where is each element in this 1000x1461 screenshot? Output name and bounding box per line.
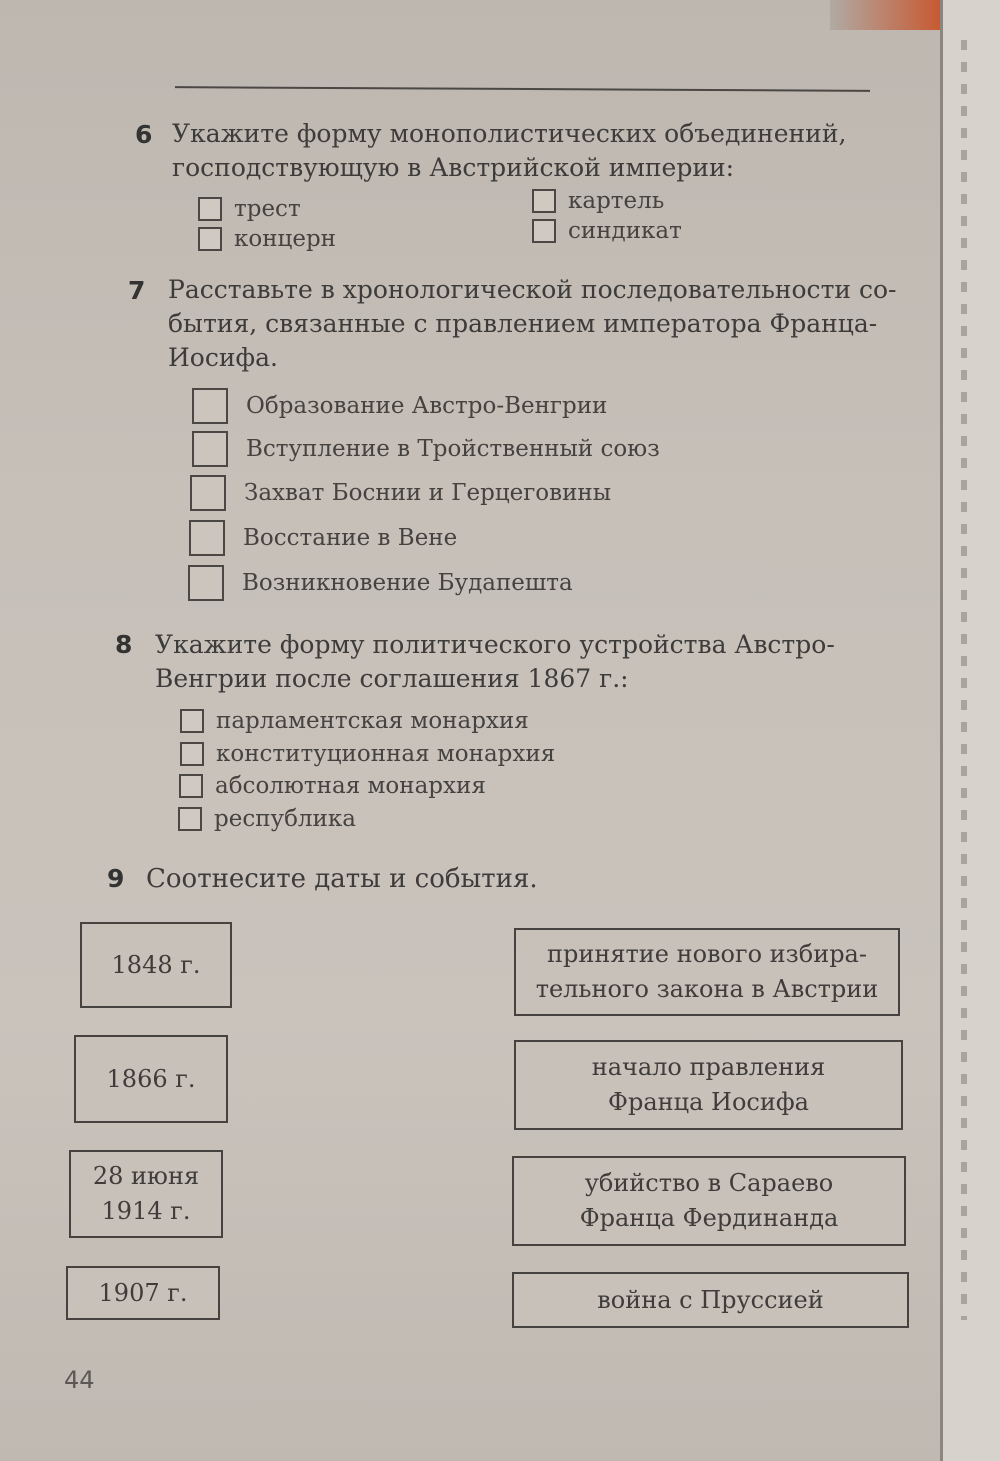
order-box[interactable] [190, 475, 226, 511]
q9-number: 9 [107, 864, 125, 893]
date-text: 1907 г. [98, 1278, 188, 1307]
event-text: война с Пруссией [597, 1285, 824, 1314]
q7-line: бытия, связанные с правлением императора Франца- [168, 309, 878, 338]
event-text: принятие нового избира- [547, 940, 867, 968]
checkbox[interactable] [180, 742, 204, 766]
q6-option[interactable] [198, 226, 336, 252]
checkbox[interactable] [180, 709, 204, 733]
date-text: 1914 г. [101, 1197, 191, 1225]
q8-number: 8 [115, 630, 133, 659]
q6-option[interactable] [532, 188, 664, 214]
q7-text [168, 273, 897, 375]
page-corner [830, 0, 940, 30]
q6-option[interactable] [198, 196, 301, 222]
date-text: 28 июня [92, 1162, 200, 1190]
checkbox[interactable] [179, 774, 203, 798]
q6-number: 6 [135, 120, 153, 149]
q8-text [155, 628, 835, 696]
event-text: Франца Фердинанда [579, 1204, 839, 1232]
q8-line: Венгрии после соглашения 1867 г.: [155, 664, 629, 693]
event-label: Возникновение Будапешта [242, 570, 573, 596]
date-box[interactable] [69, 1150, 223, 1238]
order-box[interactable] [189, 520, 225, 556]
event-text: Франца Иосифа [608, 1088, 809, 1116]
facing-page [940, 0, 1000, 1461]
q9-title: Соотнесите даты и события. [146, 864, 538, 894]
date-text: 1866 г. [106, 1064, 196, 1093]
event-label: Восстание в Вене [243, 525, 458, 551]
option-label: республика [214, 806, 356, 832]
q6-text [172, 117, 846, 185]
order-box[interactable] [192, 431, 228, 467]
event-box[interactable] [512, 1272, 909, 1328]
q7-line: Иосифа. [168, 343, 278, 372]
q7-event[interactable] [190, 475, 611, 511]
q6-line: господствующую в Австрийской империи: [172, 153, 735, 182]
event-label: Захват Боснии и Герцеговины [244, 480, 612, 506]
option-label: парламентская монархия [216, 708, 529, 734]
q7-event[interactable] [189, 520, 457, 556]
q7-line: Расставьте в хронологической последовательности со- [168, 275, 897, 304]
q7-event[interactable] [192, 388, 607, 424]
date-box[interactable] [74, 1035, 228, 1123]
q7-number: 7 [128, 276, 146, 305]
option-label: конституционная монархия [216, 741, 556, 767]
order-box[interactable] [188, 565, 224, 601]
option-label: синдикат [568, 218, 682, 244]
event-label: Вступление в Тройственный союз [246, 436, 660, 462]
order-box[interactable] [192, 388, 228, 424]
date-text: 1848 г. [111, 950, 201, 979]
event-box[interactable] [514, 928, 900, 1016]
top-rule [175, 86, 870, 92]
q7-event[interactable] [188, 565, 573, 601]
checkbox[interactable] [198, 227, 222, 251]
q8-option[interactable] [180, 708, 529, 734]
page-number: 44 [64, 1366, 95, 1394]
option-label: абсолютная монархия [215, 773, 486, 799]
checkbox[interactable] [198, 197, 222, 221]
option-label: картель [568, 188, 665, 214]
checkbox[interactable] [532, 219, 556, 243]
option-label: трест [234, 196, 301, 222]
checkbox[interactable] [178, 807, 202, 831]
event-text: начало правления [591, 1053, 826, 1081]
event-box[interactable] [512, 1156, 906, 1246]
q8-option[interactable] [179, 773, 486, 799]
date-box[interactable] [66, 1266, 220, 1320]
q6-line: Укажите форму монополистических объединений, [172, 119, 847, 148]
q8-option[interactable] [180, 741, 555, 767]
option-label: концерн [234, 226, 337, 252]
event-text: тельного закона в Австрии [535, 975, 879, 1003]
event-text: убийство в Сараево [584, 1169, 834, 1197]
event-box[interactable] [514, 1040, 903, 1130]
q8-option[interactable] [178, 806, 356, 832]
q7-event[interactable] [192, 431, 660, 467]
date-box[interactable] [80, 922, 232, 1008]
q8-line: Укажите форму политического устройства Австро- [155, 630, 835, 659]
q6-option[interactable] [532, 218, 682, 244]
checkbox[interactable] [532, 189, 556, 213]
event-label: Образование Австро-Венгрии [246, 393, 608, 419]
facing-page-cut-line [961, 40, 967, 1320]
